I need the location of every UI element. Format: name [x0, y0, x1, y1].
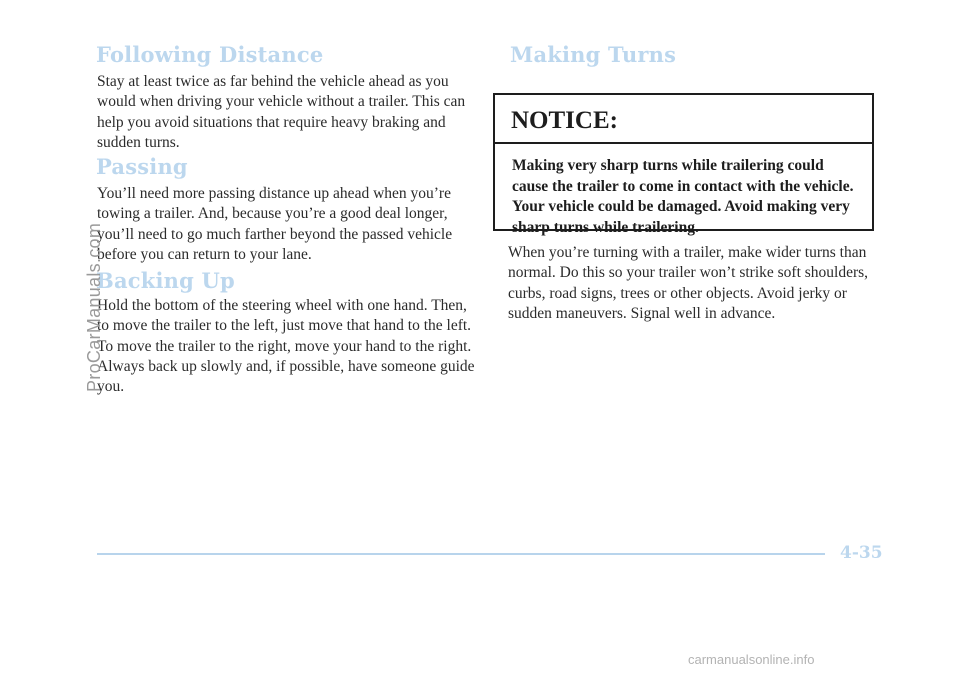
making-turns-text: When you’re turning with a trailer, make wider turns than normal. Do this so your trailer won’t strike soft shoulders, curbs, road signs, trees or other objects. Avoid jerky or sudden maneuvers. Signal well in advance.	[508, 244, 869, 322]
following-distance-heading: Following Distance	[96, 42, 324, 67]
page-number: 4-35	[840, 543, 883, 563]
notice-divider	[495, 142, 872, 144]
backing-up-text: Hold the bottom of the steering wheel with one hand. Then, to move the trailer to the left, just move that hand to the left. To move the trailer to the right, move your hand to the right. Always back up slowly and, if possible, have someone guide you.	[97, 297, 475, 396]
making-turns-heading: Making Turns	[510, 42, 677, 67]
bottom-watermark: carmanualsonline.info	[688, 652, 815, 667]
notice-box	[493, 93, 874, 236]
passing-text: You’ll need more passing distance up ahead when you’re towing a trailer. And, because you’re a good deal longer, you’ll need to go much farther beyond the passed vehicle before you can return to your lane.	[97, 185, 453, 263]
side-watermark: ProCarManuals.com	[84, 222, 104, 392]
backing-up-heading: Backing Up	[96, 268, 235, 293]
footer-rule	[97, 553, 825, 555]
notice-title: NOTICE:	[511, 107, 618, 134]
following-distance-text: Stay at least twice as far behind the vehicle ahead as you would when driving your vehicle without a trailer. This can help you avoid situations that require heavy braking and sudden turns.	[97, 73, 466, 151]
notice-text: Making very sharp turns while trailering could cause the trailer to come in contact with the vehicle. Your vehicle could be damaged. Avoid making very sharp turns while trailering.	[512, 157, 854, 236]
passing-heading: Passing	[96, 154, 188, 179]
